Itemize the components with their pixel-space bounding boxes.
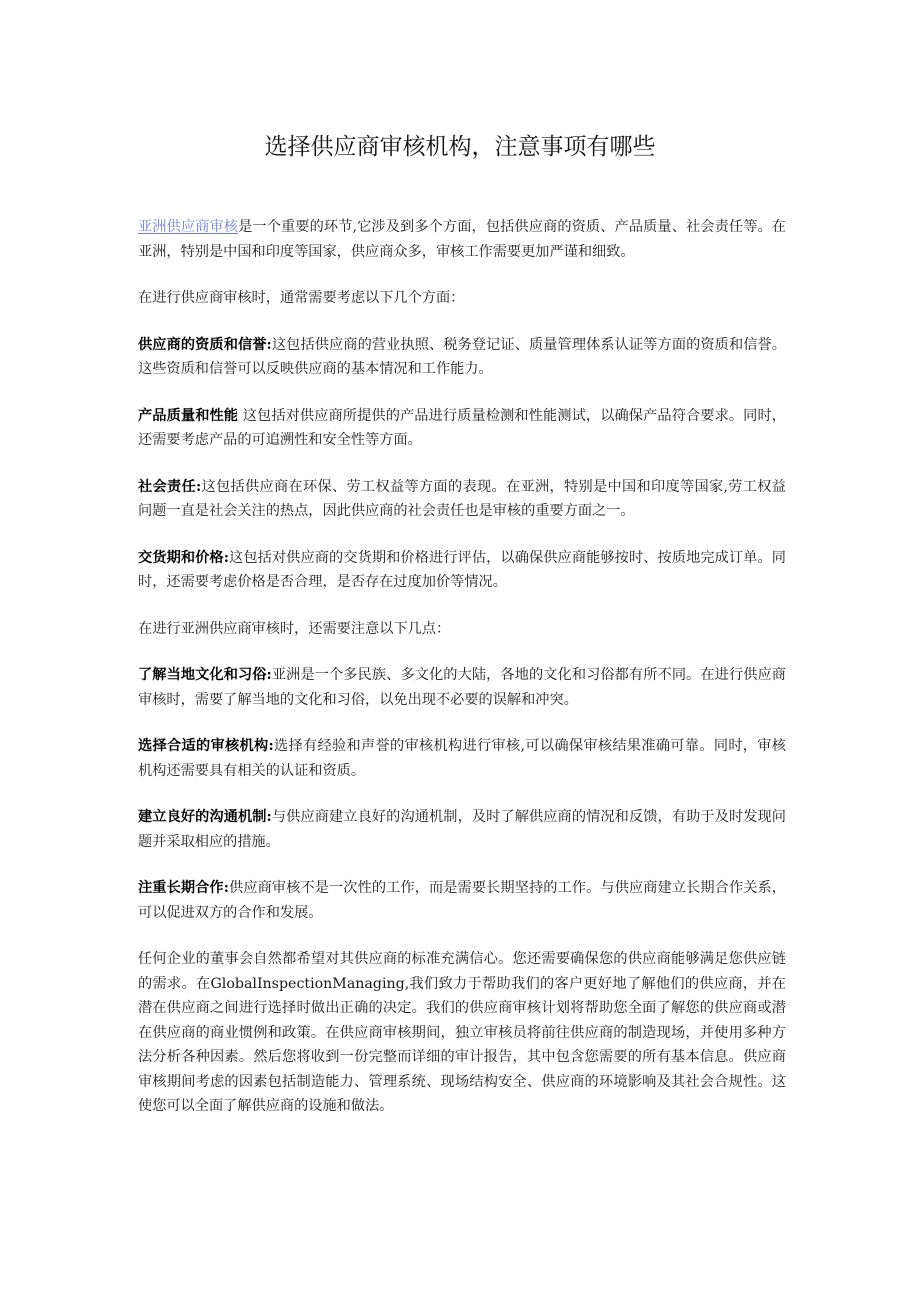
note-heading: 注重长期合作:	[138, 880, 229, 896]
aspect-heading: 供应商的资质和信誉:	[138, 336, 272, 353]
aspect-heading: 社会责任:	[138, 478, 202, 495]
aspect-product-quality	[138, 404, 786, 453]
aspect-heading: 产品质量和性能	[138, 407, 239, 424]
note-heading: 了解当地文化和习俗:	[138, 667, 272, 683]
aspect-text: 这包括供应商的营业执照、税务登记证、质量管理体系认证等方面的资质和信誉。这些资质和信誉可以反映供应商的基本情况和工作能力。	[138, 336, 786, 377]
note-audit-agency	[138, 734, 786, 783]
note-text: 供应商审核不是一次性的工作，而是需要长期坚持的工作。与供应商建立长期合作关系，可以促进双方的合作和发展。	[138, 880, 786, 921]
aspect-text: 这包括对供应商的交货期和价格进行评估，以确保供应商能够按时、按质地完成订单。同时，还需要考虑价格是否合理，是否存在过度加价等情况。	[138, 549, 786, 590]
aspect-text: 这包括对供应商所提供的产品进行质量检测和性能测试，以确保产品符合要求。同时，还需要考虑产品的可追溯性和安全性等方面。	[138, 407, 786, 448]
note-text: 与供应商建立良好的沟通机制，及时了解供应商的情况和反馈，有助于及时发现问题并采取相应的措施。	[138, 809, 786, 850]
aspect-text: 这包括供应商在环保、劳工权益等方面的表现。在亚洲，特别是中国和印度等国家,劳工权益问题一直是社会关注的热点，因此供应商的社会责任也是审核的重要方面之一。	[138, 478, 786, 519]
note-text: 亚洲是一个多民族、多文化的大陆，各地的文化和习俗都有所不同。在进行供应商审核时，需要了解当地的文化和习俗，以免出现不必要的误解和冲突。	[138, 667, 786, 708]
aspect-heading: 交货期和价格:	[138, 549, 229, 566]
closing-paragraph: 任何企业的董事会自然都希望对其供应商的标准充满信心。您还需要确保您的供应商能够满足您供应链的需求。在GlobalInspectionManaging,我们致力于帮助我们的客户更好地了解他们的供应商，并在潜在供应商之间进行选择时做出正确的决定。我们的供应商审核计划将帮助您全面了解您的供应商或潜在供应商的商业惯例和政策。在供应商审核期间，独立审核员将前往供应商的制造现场，并使用多种方法分析各种因素。然后您将收到一份完整而详细的审计报告，其中包含您需要的所有基本信息。供应商审核期间考虑的因素包括制造能力、管理系统、现场结构安全、供应商的环境影响及其社会合规性。这使您可以全面了解供应商的设施和做法。	[138, 951, 786, 1114]
page-title: 选择供应商审核机构，注意事项有哪些	[264, 134, 656, 160]
aspect-social-responsibility	[138, 475, 786, 524]
aspect-qualification	[138, 333, 786, 382]
intro-text: 是一个重要的环节,它涉及到多个方面，包括供应商的资质、产品质量、社会责任等。在亚洲，特别是中国和印度等国家，供应商众多，审核工作需要更加严谨和细致。	[138, 219, 786, 260]
note-heading: 选择合适的审核机构:	[138, 738, 274, 754]
note-local-culture	[138, 663, 786, 712]
intro-paragraph	[138, 215, 786, 264]
intro-link[interactable]: 亚洲供应商审核	[138, 219, 239, 235]
note-heading: 建立良好的沟通机制:	[138, 809, 272, 825]
lead-paragraph-notes: 在进行亚洲供应商审核时，还需要注意以下几点：	[138, 620, 451, 637]
note-text: 选择有经验和声誉的审核机构进行审核,可以确保审核结果准确可靠。同时，审核机构还需要具有相关的认证和资质。	[138, 738, 786, 779]
note-communication	[138, 805, 786, 854]
article-body	[138, 215, 786, 1141]
aspect-delivery-price	[138, 546, 786, 595]
lead-paragraph-aspects: 在进行供应商审核时，通常需要考虑以下几个方面：	[138, 290, 465, 306]
note-long-term	[138, 876, 786, 925]
